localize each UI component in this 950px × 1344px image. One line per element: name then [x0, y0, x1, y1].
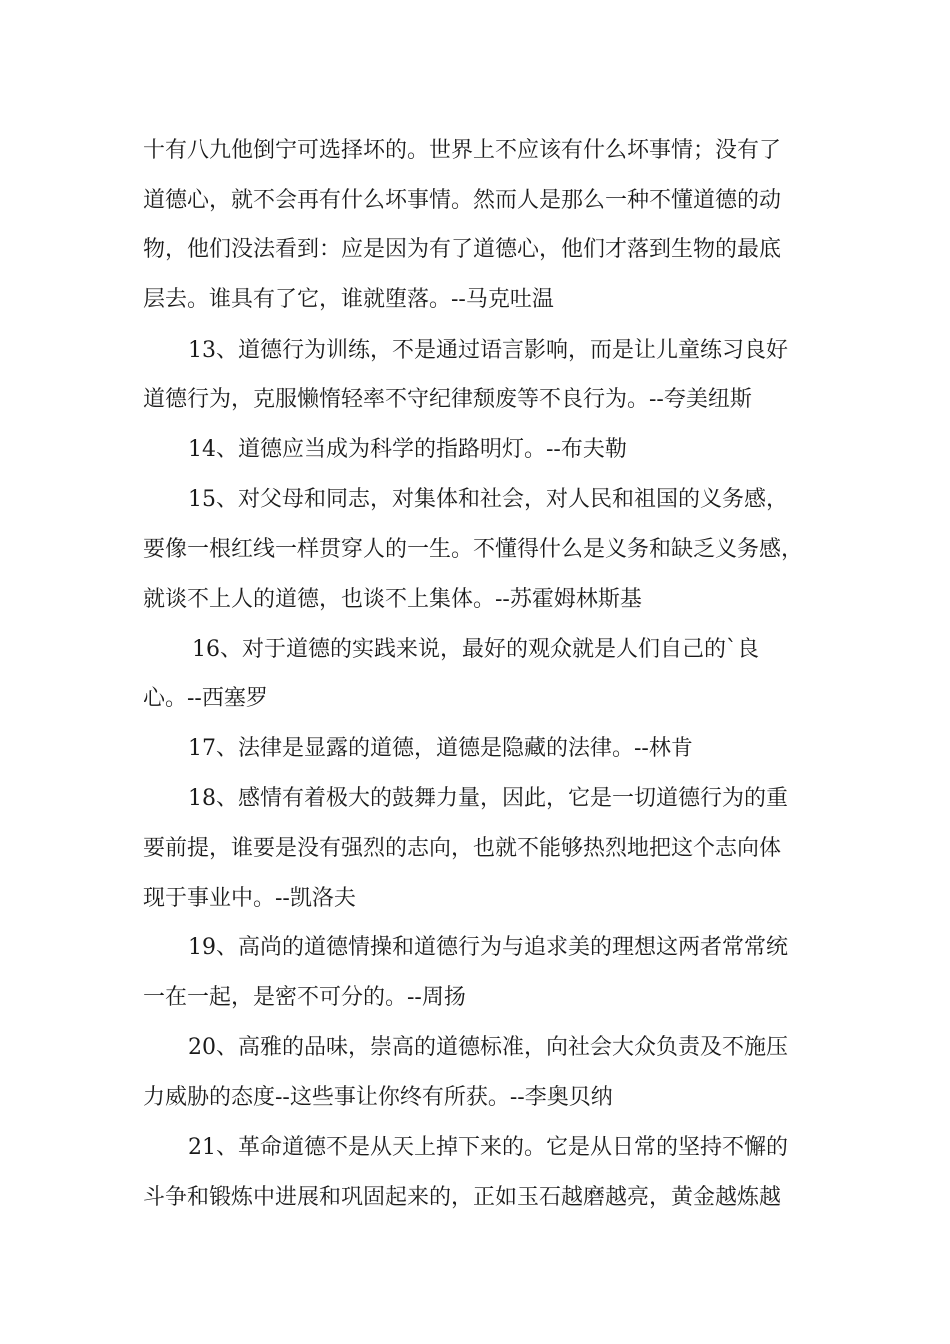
text-line: 15、对父母和同志，对集体和社会，对人民和祖国的义务感，	[188, 487, 788, 512]
text-line: 就谈不上人的道德，也谈不上集体。--苏霍姆林斯基	[143, 587, 642, 612]
text-line: 力威胁的态度--这些事让你终有所获。--李奥贝纳	[143, 1085, 613, 1110]
text-line: 道德心，就不会再有什么坏事情。然而人是那么一种不懂道德的动	[143, 188, 782, 213]
text-line: 20、高雅的品味，崇高的道德标准，向社会大众负责及不施压	[188, 1035, 788, 1060]
text-line: 斗争和锻炼中进展和巩固起来的，正如玉石越磨越亮，黄金越炼越	[143, 1185, 782, 1210]
text-line: 17、法律是显露的道德，道德是隐藏的法律。--林肯	[188, 736, 693, 761]
text-line: 十有八九他倒宁可选择坏的。世界上不应该有什么坏事情；没有了	[143, 138, 782, 163]
text-line: 现于事业中。--凯洛夫	[143, 886, 356, 911]
text-line: 心。--西塞罗	[143, 686, 268, 711]
text-line: 要前提，谁要是没有强烈的志向，也就不能够热烈地把这个志向体	[143, 836, 782, 861]
text-line: 13、道德行为训练，不是通过语言影响，而是让儿童练习良好	[188, 338, 788, 363]
text-line: 道德行为，克服懒惰轻率不守纪律颓废等不良行为。--夸美纽斯	[143, 387, 752, 412]
text-line: 18、感情有着极大的鼓舞力量，因此，它是一切道德行为的重	[188, 786, 788, 811]
text-line: 层去。谁具有了它，谁就堕落。--马克吐温	[143, 287, 554, 312]
text-line: 物，他们没法看到：应是因为有了道德心，他们才落到生物的最底	[143, 237, 782, 262]
text-line: 21、革命道德不是从天上掉下来的。它是从日常的坚持不懈的	[188, 1135, 788, 1160]
text-line: 一在一起，是密不可分的。--周扬	[143, 985, 466, 1010]
text-line: 19、高尚的道德情操和道德行为与追求美的理想这两者常常统	[188, 935, 788, 960]
text-line: 要像一根红线一样贯穿人的一生。不懂得什么是义务和缺乏义务感，	[143, 537, 804, 562]
text-line: 14、道德应当成为科学的指路明灯。--布夫勒	[188, 437, 627, 462]
text-line: 16、对于道德的实践来说，最好的观众就是人们自己的`良	[192, 637, 759, 662]
